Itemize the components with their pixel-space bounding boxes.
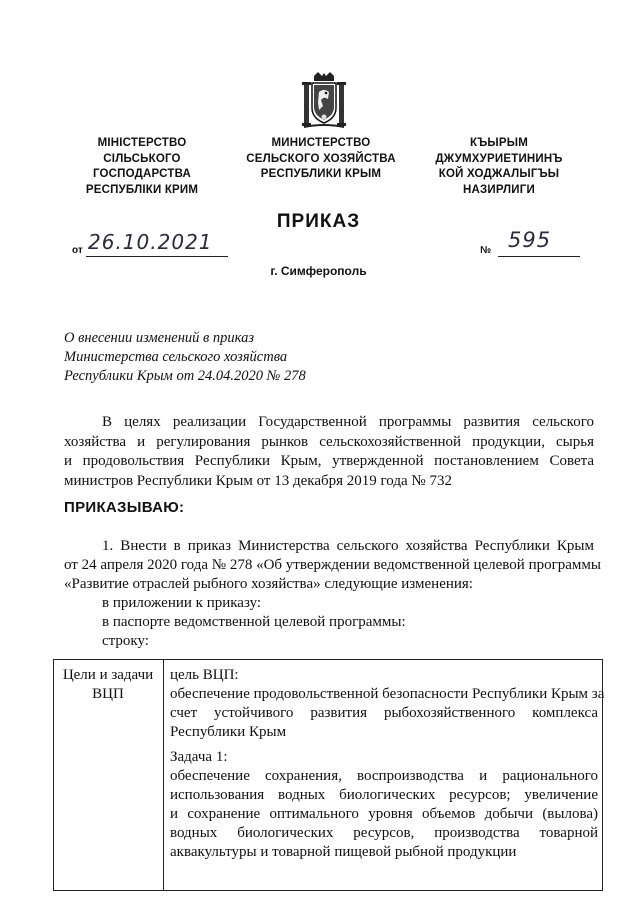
handwritten-date: 26.10.2021 bbox=[88, 230, 213, 254]
goal-line: счет устойчивого развития рыбохозяйственного комплекса bbox=[170, 705, 598, 721]
header-ru-line: РЕСПУБЛИКИ КРЫМ bbox=[260, 168, 382, 180]
goal-line: обеспечение продовольственной безопасности Республики Крым за bbox=[170, 686, 605, 702]
goal-line: Республики Крым bbox=[170, 724, 287, 740]
subject-line: Республики Крым от 24.04.2020 № 278 bbox=[64, 368, 306, 384]
subject-line: Министерства сельского хозяйства bbox=[64, 349, 288, 365]
preamble-line: В целях реализации Государственной программы развития сельского bbox=[102, 414, 594, 430]
number-label: № bbox=[480, 245, 492, 256]
header-ct-line: ДЖУМХУРИЕТИНИНЪ bbox=[435, 152, 563, 165]
goal-title: цель ВЦП: bbox=[170, 667, 239, 683]
task-line: и сохранение оптимального уровня объемов добычи (вылова) bbox=[170, 806, 598, 822]
date-underline bbox=[86, 256, 228, 257]
header-ua-line: СІЛЬСЬКОГО bbox=[103, 152, 181, 165]
document-title: ПРИКАЗ bbox=[276, 211, 361, 232]
item-line: 1. Внести в приказ Министерства сельского хозяйства Республики Крым bbox=[102, 538, 594, 554]
header-ukrainian bbox=[72, 136, 212, 198]
preamble-line: и продовольствия Республики Крым, утвержденной постановлением Совета bbox=[64, 453, 594, 469]
item-line: «Развитие отраслей рыбного хозяйства» следующие изменения: bbox=[64, 576, 473, 592]
header-ua-line: ГОСПОДАРСТВА bbox=[92, 168, 192, 180]
preamble-line: министров Республики Крым от 13 декабря 2019 года № 732 bbox=[64, 472, 452, 489]
header-ua-line: РЕСПУБЛІКИ КРИМ bbox=[85, 183, 199, 196]
subject-block bbox=[64, 329, 306, 386]
header-russian bbox=[236, 136, 406, 183]
preamble-paragraph bbox=[64, 413, 594, 491]
order-heading: ПРИКАЗЫВАЮ: bbox=[64, 499, 185, 516]
number-underline bbox=[498, 256, 580, 257]
task-line: аквакультуры и товарной пищевой рыбной продукции bbox=[170, 844, 517, 860]
table-column-divider bbox=[163, 659, 164, 891]
city: г. Симферополь bbox=[270, 264, 367, 278]
table-label-cell bbox=[55, 666, 161, 704]
subject-line: О внесении изменений в приказ bbox=[64, 330, 255, 346]
task-line: водных биологических ресурсов, производства товарной bbox=[170, 825, 598, 841]
task-line: обеспечение сохранения, воспроизводства и рационального bbox=[170, 768, 598, 784]
item-1-paragraph bbox=[64, 537, 601, 651]
header-ru-line: МИНИСТЕРСТВО bbox=[271, 137, 371, 149]
item-line: строку: bbox=[102, 633, 149, 649]
preamble-line: хозяйства и регулирования рынков сельскохозяйственной продукции, сырья bbox=[64, 433, 594, 450]
date-label: от bbox=[72, 245, 83, 256]
handwritten-number: 595 bbox=[508, 228, 552, 252]
table-label-line: ВЦП bbox=[92, 686, 124, 702]
header-ct-line: КОЙ ХОДЖАЛЫГЪЫ bbox=[438, 168, 560, 180]
coat-of-arms-emblem bbox=[300, 72, 348, 128]
header-ct-line: КЪЫРЫМ bbox=[470, 137, 528, 149]
item-line: от 24 апреля 2020 года № 278 «Об утверждении ведомственной целевой программы bbox=[64, 557, 601, 573]
header-ct-line: НАЗИРЛИГИ bbox=[463, 183, 535, 196]
header-crimean-tatar bbox=[414, 136, 584, 198]
header-ru-line: СЕЛЬСКОГО ХОЗЯЙСТВА bbox=[246, 152, 396, 165]
task-title: Задача 1: bbox=[170, 749, 228, 765]
table-content-cell bbox=[170, 666, 605, 862]
task-line: использования водных биологических ресурсов; увеличение bbox=[170, 787, 598, 803]
header-ua-line: МІНІСТЕРСТВО bbox=[97, 137, 187, 149]
table-label-line: Цели и задачи bbox=[62, 667, 154, 683]
item-line: в паспорте ведомственной целевой программы: bbox=[102, 614, 406, 630]
item-line: в приложении к приказу: bbox=[102, 595, 262, 611]
